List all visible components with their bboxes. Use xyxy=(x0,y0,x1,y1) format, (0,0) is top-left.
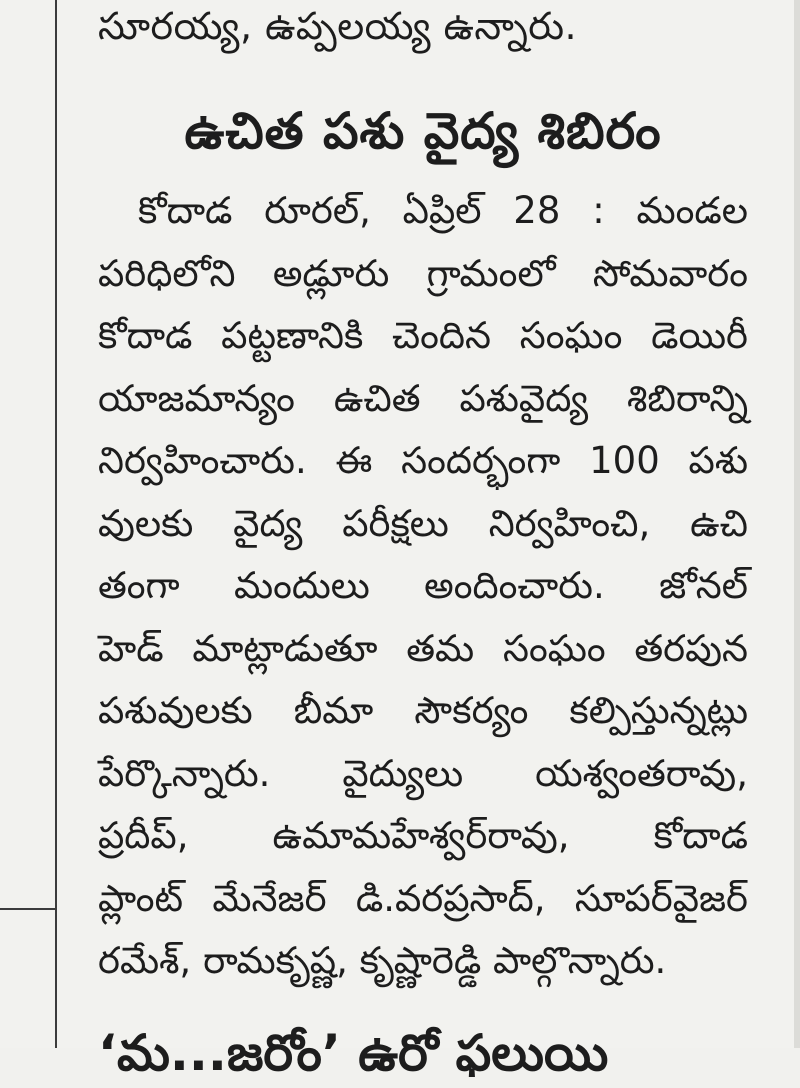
body-line: యాజమాన్యం ఉచిత పశువైద్య శిబిరాన్ని xyxy=(98,376,748,420)
next-article-headline-partial: ‘మ...జరోం’ ఉరో ఫలుయి xyxy=(98,1024,609,1082)
body-line: పేర్కొన్నారు. వైద్యులు యశ్వంతరావు, xyxy=(98,751,748,795)
article-body xyxy=(98,180,748,993)
body-line: ప్రదీప్, ఉమామహేశ్వర్‌రావు, కోదాడ xyxy=(98,814,748,857)
body-line: కోదాడ రూరల్, ఏప్రిల్ 28 : మండల xyxy=(138,189,748,232)
body-line: పశువులకు బీమా సౌకర్యం కల్పిస్తున్నట్లు xyxy=(98,689,748,732)
previous-article-tail: సూరయ్య, ఉప్పలయ్య ఉన్నారు. xyxy=(98,4,578,48)
column-divider-tick xyxy=(0,908,55,910)
body-line: హెడ్ మాట్లాడుతూ తమ సంఘం తరపున xyxy=(98,626,748,670)
body-line: ప్లాంట్ మేనేజర్ డి.వరప్రసాద్, సూపర్‌వైజర్ xyxy=(98,876,748,920)
body-line: తంగా మందులు అందించారు. జోనల్ xyxy=(98,564,748,607)
body-line: నిర్వహించారు. ఈ సందర్భంగా 100 పశు xyxy=(98,439,748,482)
body-line: కోదాడ పట్టణానికి చెందిన సంఘం డెయిరీ xyxy=(98,314,748,357)
body-line: రమేశ్, రామకృష్ణ, కృష్ణారెడ్డి పాల్గొన్నారు. xyxy=(98,939,667,982)
page-edge xyxy=(794,0,800,1048)
body-line: వులకు వైద్య పరీక్షలు నిర్వహించి, ఉచి xyxy=(98,501,748,545)
article-headline: ఉచిత పశు వైద్య శిబిరం xyxy=(184,102,662,160)
body-line: పరిధిలోని అడ్లూరు గ్రామంలో సోమవారం xyxy=(98,251,748,295)
column-divider-rule xyxy=(55,0,57,1048)
